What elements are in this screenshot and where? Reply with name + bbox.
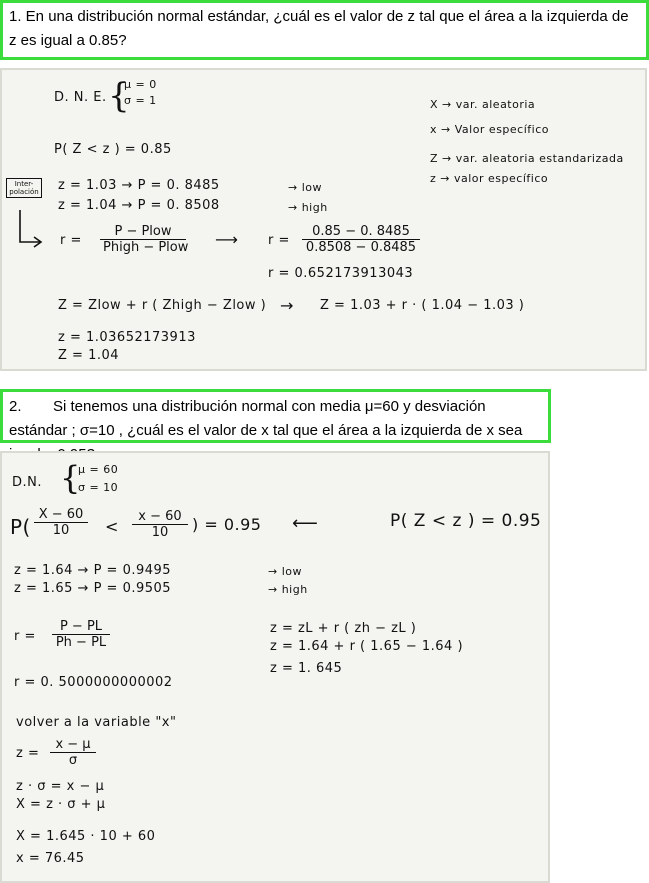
prob-fraction-2-num: x − 60	[132, 509, 188, 525]
r-numerator: P − Plow	[100, 224, 186, 240]
r-fraction	[100, 224, 189, 255]
r2-numerator: 0.85 − 0. 8485	[302, 224, 420, 240]
r-denominator: Phigh − Plow	[103, 240, 189, 255]
right-arrow-icon-2: →	[280, 296, 294, 315]
mu-value-2: μ = 60	[78, 463, 119, 476]
probability-statement: P( Z < z ) = 0.85	[54, 142, 172, 157]
dne-label: D. N. E.	[54, 90, 107, 105]
question-2-box	[0, 389, 551, 443]
r2-denominator: 0.8508 − 0.8485	[305, 240, 417, 255]
row-low-tag: → low	[288, 181, 322, 194]
legend-item-3: Z → var. aleatoria estandarizada	[430, 152, 624, 165]
prob-fraction-1	[34, 507, 88, 538]
row-low-2: z = 1.64 → P = 0.9495	[14, 563, 172, 578]
mu-value: μ = 0	[124, 78, 157, 91]
z-eq-denominator: σ	[68, 753, 78, 768]
r-fraction-2	[52, 619, 110, 650]
r2-lhs: r =	[268, 233, 290, 248]
row-high-2: z = 1.65 → P = 0.9505	[14, 581, 172, 596]
question-1-box	[0, 0, 649, 60]
sigma-value-2: σ = 10	[78, 481, 119, 494]
row-low-tag-2: → low	[268, 565, 302, 578]
step-4: x = 76.45	[16, 851, 85, 866]
bent-arrow-icon	[16, 208, 46, 250]
interpolation-box: Inter- polación	[6, 178, 42, 198]
handwritten-solution-2	[0, 451, 550, 883]
question-2-number: 2.	[9, 398, 22, 415]
brace: {	[108, 76, 130, 116]
prob-open: P(	[10, 515, 31, 539]
r-value-2: r = 0. 5000000000002	[14, 675, 173, 690]
r-denominator-2: Ph − PL	[55, 635, 107, 650]
row-high-tag: → high	[288, 201, 328, 214]
r-numerator-2: P − PL	[52, 619, 110, 635]
question-1-text: 1. En una distribución normal estándar, ¿cuál es el valor de z tal que el área a la izquierda de z es igual a 0.85?	[9, 8, 629, 49]
dn-label: D.N.	[12, 475, 42, 490]
legend-item-4: z → valor específico	[430, 172, 549, 185]
prob-less-than: <	[105, 517, 119, 536]
z-result-2: z = 1. 645	[270, 661, 343, 676]
handwritten-solution-1	[0, 68, 647, 371]
row-high-tag-2: → high	[268, 583, 308, 596]
row-low: z = 1.03 → P = 0. 8485	[58, 178, 220, 193]
prob-fraction-1-num: X − 60	[34, 507, 88, 523]
z-formula-substituted: Z = 1.03 + r · ( 1.04 − 1.03 )	[320, 298, 525, 313]
z-formula-2: z = zL + r ( zh − zL )	[270, 621, 417, 636]
z-final: Z = 1.04	[58, 348, 120, 363]
prob-close: ) = 0.95	[192, 515, 262, 534]
step-2: X = z · σ + μ	[16, 797, 106, 812]
prob-z: P( Z < z ) = 0.95	[390, 511, 542, 531]
prob-fraction-1-den: 10	[52, 523, 70, 538]
step-1: z · σ = x − μ	[16, 779, 105, 794]
r-lhs-2: r =	[14, 629, 36, 644]
z-eq-fraction	[50, 737, 96, 768]
z-substituted-2: z = 1.64 + r ( 1.65 − 1.64 )	[270, 639, 464, 654]
r2-fraction	[302, 224, 420, 255]
left-arrow-icon: ⟵	[292, 513, 319, 534]
brace-2: {	[60, 459, 81, 497]
r-value: r = 0.652173913043	[268, 266, 414, 281]
z-formula: Z = Zlow + r ( Zhigh − Zlow )	[58, 298, 267, 313]
right-arrow-icon: ⟶	[215, 230, 239, 249]
z-eq-numerator: x − μ	[50, 737, 96, 753]
prob-fraction-2	[132, 509, 188, 540]
row-high: z = 1.04 → P = 0. 8508	[58, 198, 220, 213]
legend-item-2: x → Valor específico	[430, 123, 549, 136]
sigma-value: σ = 1	[124, 94, 157, 107]
legend-item-1: X → var. aleatoria	[430, 98, 536, 111]
prob-fraction-2-den: 10	[151, 525, 169, 540]
z-result: z = 1.03652173913	[58, 330, 196, 345]
question-2-text: Si tenemos una distribución normal con media μ=60 y desviación estándar ; σ=10 , ¿cuál es el valor de x tal que el área a la izquierda de x sea	[9, 398, 523, 439]
z-eq-lhs: z =	[16, 746, 40, 761]
step-3: X = 1.645 · 10 + 60	[16, 829, 156, 844]
r-lhs: r =	[60, 233, 82, 248]
back-to-variable-text: volver a la variable "x"	[16, 715, 177, 730]
